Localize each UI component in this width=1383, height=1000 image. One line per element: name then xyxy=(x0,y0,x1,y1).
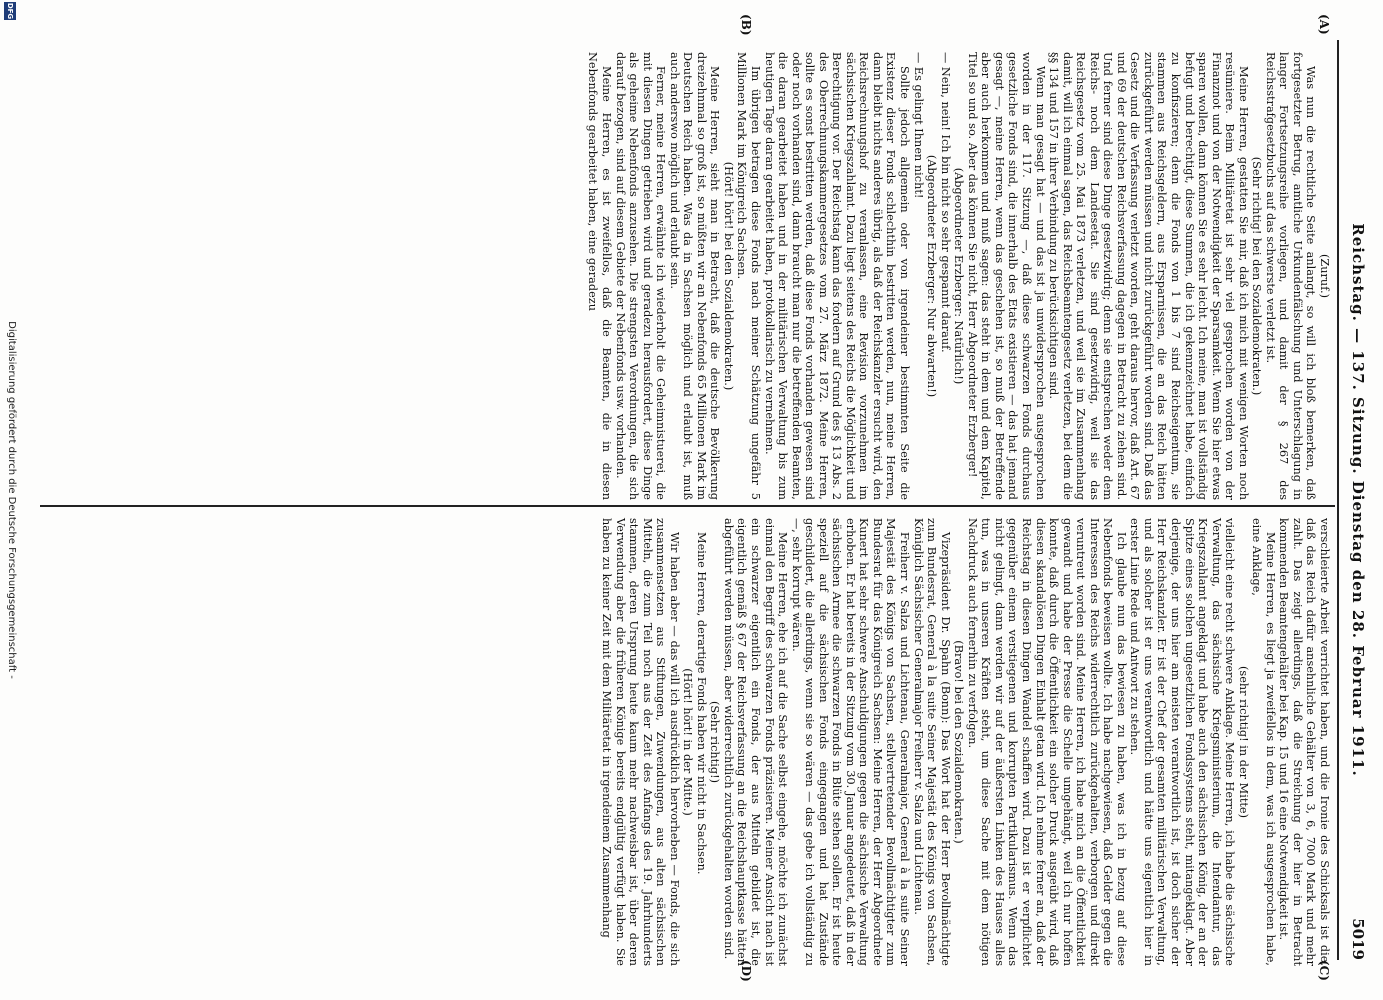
paragraph: Ferner, meine Herren, erwähnte ich wiederholt die Geheimnistuerei, die mit diesen Dingen getrieben wird und geradezu herausfordert, diese Dinge als geheime Nebenfonds anzusehen. Die strengsten Verordnungen, die sich darauf bezogen, sind auf diesem Gebiete der Nebenfonds usw. vorhanden. xyxy=(613,52,668,500)
page-title: Reichstag. — 137. Sitzung. Dienstag den 28. Februar 1911. xyxy=(1349,223,1367,777)
paragraph: Freiherr v. Salza und Lichtenau, Generalmajor, General à la suite Seiner Majestät des Königs von Sachsen, stellvertretender Bevollmächtigter zum Bundesrat für das Königreich Sachsen: Meine Herren, der Herr Abgeordnete Kunert hat sehr schwere Anschuldigungen gegen die sächsische Verwaltung erhoben. Er hat bereits in der Sitzung vom 30. Januar angedeutet, daß in der sächsischen Armee die schwarzen Fonds in Blüte stehen sollen. Er ist heute speziell auf die sächsischen Fonds eingegangen und hat Zustände geschildert, die allerdings, wenn sie so wären — das gebe ich vollständig zu —, sehr korrupt wären. xyxy=(789,518,912,966)
paragraph: verschleierte Arbeit verrichtet haben, und die Ironie des Schicksals ist die, daß das Reich dafür ansehnliche Gehälter von 3, 6, 7000 Mark und mehr zahlt. Das zeigt allerdings, daß die Streichung der hier in Betracht kommenden Beamtengehälter bei Kap. 15 und 16 eine Notwendigkeit ist. xyxy=(1277,518,1331,966)
right-column xyxy=(599,518,1331,966)
paragraph: Meine Herren, ehe ich auf die Sache selbst eingehe, möchte ich zunächst einmal den Begriff des schwarzen Fonds präzisieren. Meiner Ansicht nach ist ein schwarzer eigentlich ein Fonds, der aus Mitteln gebildet ist, die eigentlich gemäß § 67 der Reichsverfassung an die Reichshauptkasse hätten abgeführt werden müssen, aber widerrechtlich zurückgehalten worden sind. xyxy=(721,518,790,966)
paragraph: Was nun die rechtliche Seite anlangt, so will ich bloß bemerken, daß fortgesetzter Betrug, amtliche Urkundenfälschung und Unterschlagung in langer Fortsetzungsreihe vorliegen, und damit der § 267 des Reichsstrafgesetzbuchs auf das schwerste verletzt ist. xyxy=(1263,52,1318,500)
paragraph: — Es gelingt Ihnen nicht! xyxy=(911,52,925,199)
paragraph: vielleicht eine recht schwere Anklage. Meine Herren, ich habe die sächsische Verwaltung, das sächsische Kriegsministerium, die Intendantur, das Kriegszahlamt angeklagt und habe auch den sächsischen König, der an der Spitze eines solchen ungesetzlichen Fondssystems steht, mitangeklagt. Aber derjenige, der uns hier am meisten verantwortlich ist, ist doch sicher der Herr Reichskanzler. Er ist der Chef der gesamten militärischen Verwaltung, und als solcher ist er uns verantwortlich und hätte uns eigentlich hier in erster Linie Rede und Antwort zu stehen. xyxy=(1128,518,1237,966)
interjection: (Bravo! bei den Sozialdemokraten.) xyxy=(952,640,966,844)
page-number: 5019 xyxy=(1349,918,1367,960)
margin-marker-c: (C) xyxy=(1317,960,1331,981)
left-column xyxy=(586,52,1331,500)
paragraph: Meine Herren, gestatten Sie mir, daß ich mich mit wenigen Worten noch resümiere. Beim Militäretat ist sehr viel gesprochen worden von der Finanznot und von der Notwendigkeit der Sparsamkeit. Wenn Sie hier etwas sparen wollen, dann können Sie es sehr leicht. Ich meine, man ist vollständig befugt und berechtigt, diese Summen, die ich gekennzeichnet habe, einfach zu konfiszieren; denn die Fonds von 1 bis 7 sind Reichseigentum, sie stammen aus Reichsgeldern, aus Ersparnissen, die an das Reich hätten zurückgeführt werden müssen und nicht zurückgeführt worden sind. Daß das Gesetz und die Verfassung verletzt worden, geht daraus hervor, daß Art. 67 und 69 der deutschen Reichsverfassung dagegen in Betracht zu ziehen sind. Und ferner sind diese Dinge gesetzwidrig; denn sie entsprechen weder dem Reichs- noch dem Landesetat. Sie sind gesetzwidrig, weil sie das Reichsgesetz vom 25. Mai 1873 verletzen, und weil sie im Zusammenhang damit, will ich einmal sagen, das Reichsbeamtengesetz verletzen, bei dem die §§ 134 und 157 in ihrer Verbindung zu berücksichtigen sind. xyxy=(1047,52,1250,500)
paragraph: Meine Herren, es liegt ja zweifellos in dem, was ich ausgesprochen habe, eine Anklage, xyxy=(1250,518,1277,966)
interjection: (Sehr richtig!) xyxy=(708,700,722,784)
dfg-logo: DFG xyxy=(6,2,14,20)
interjection: (Hört! hört! bei den Sozialdemokraten.) xyxy=(721,161,735,391)
digitization-credit-text: Digitalisierung gefördert durch die Deutsche Forschungsgemeinschaft - xyxy=(6,321,17,679)
paragraph: Meine Herren, es ist zweifellos, daß die Beamten, die in diesen Nebenfonds gearbeitet haben, eine geradezu xyxy=(586,52,614,500)
interjection: (Hört! hört! in der Mitte.) xyxy=(681,668,695,816)
header-rule xyxy=(1337,40,1339,960)
digitization-credit xyxy=(6,0,17,1000)
paragraph: — Nein, nein! Ich bin nicht so sehr gespannt darauf. xyxy=(938,52,952,353)
paragraph: Wenn man gesagt hat — und das ist ja unwidersprochen ausgesprochen worden in der 117. Sitzung —, daß diese schwarzen Fonds durchaus gesetzliche Fonds sind, die innerhalb des Etats existieren — das hat jemand gesagt —, meine Herren, wenn das geschehen ist, so muß der Betreffende aber auch herkommen und muß sagen: das steht in dem und dem Kapitel, Titel so und so. Aber das können Sie nicht, Herr Abgeordneter Erzberger! xyxy=(965,52,1047,500)
paragraph: Ich glaube nun das bewiesen zu haben, was ich in bezug auf diese Nebenfonds beweisen wollte. Ich habe nachgewiesen, daß Gelder gegen die Interessen des Reichs widerrechtlich zurückgehalten, verborgen und direkt veruntreut worden sind. Meine Herren, ich habe mich an die Öffentlichkeit gewandt und habe der Presse die Schelle umgehängt, weil ich nur hoffen konnte, daß durch die Öffentlichkeit ein solcher Druck ausgeübt wird, daß diesen skandalösen Dingen Einhalt getan wird. Ich nehme ferner an, daß der Reichstag in diesen Dingen Wandel schaffen wird. Dazu ist er verpflichtet gegenüber einem verstiegenen und korrupten Partikularismus. Wenn das nicht gelingt, dann werden wir auf der äußersten Linken des Hauses alles tun, was in unseren Kräften steht, um diese Sache mit dem nötigen Nachdruck auch fernerhin zu verfolgen. xyxy=(965,518,1128,966)
paragraph: Sollte jedoch allgemein oder von irgendeiner bestimmten Seite die Existenz dieser Fonds schlechthin bestritten werden, nun, meine Herren, dann bleibt nichts anderes übrig, als daß der Reichskanzler ersucht wird, den Reichsrechnungshof zu veranlassen, eine Revision vorzunehmen im sächsischen Kriegszahlamt. Dazu liegt seitens des Reichs die Möglichkeit und Berechtigung vor. Der Reichstag kann das fordern auf Grund des § 13 Abs. 2 des Oberrechnungskammergesetzes vom 27. März 1872. Meine Herren, sollte es sonst bestritten werden, daß diese Fonds vorhanden gewesen sind oder noch vorhanden sind, dann braucht man nur die betreffenden Beamten, die daran gearbeitet haben und in der militärischen Verwaltung bis zum heutigen Tage daran gearbeitet haben, protokollarisch zu vernehmen. xyxy=(762,52,912,500)
margin-marker-a: (A) xyxy=(1317,14,1331,35)
interjection: (Sehr richtig! bei den Sozialdemokraten.) xyxy=(1250,156,1264,396)
paragraph: Wir haben aber — das will ich ausdrücklich hervorheben — Fonds, die sich zusammensetzen aus Stiftungen, Zuwendungen, aus alten sächsischen Mitteln, die zum Teil noch aus der Zeit des Anfangs des 19. Jahrhunderts stammen, deren Ursprung heute kaum mehr nachweisbar ist, über deren Verwendung aber die früheren Könige bereits endgültig verfügt haben. Sie haben zu keiner Zeit mit dem Militäretat in irgendeinem Zusammenhang xyxy=(600,518,681,966)
interjection: (Abgeordneter Erzberger: Nur abwarten!) xyxy=(925,154,939,398)
paragraph: Im übrigen betragen diese Fonds nach meiner Schätzung ungefähr 5 Millionen Mark im Königreich Sachsen. xyxy=(735,52,763,500)
interjection: (sehr richtig! in der Mitte) xyxy=(1236,665,1250,819)
page-header xyxy=(1343,40,1369,960)
paragraph: Meine Herren, sieht man in Betracht, daß die deutsche Bevölkerung dreizehnmal so groß ist, so müßten wir an Nebenfonds 65 Millionen Mark im Deutschen Reich haben. Was da in Sachsen möglich und erlaubt ist, muß auch anderswo möglich und erlaubt sein. xyxy=(667,52,722,500)
margin-marker-d: (D) xyxy=(739,960,753,982)
margin-marker-b: (B) xyxy=(739,14,753,36)
column-divider xyxy=(40,505,1335,507)
paragraph: Vizepräsident Dr. Spahn (Bonn): Das Wort hat der Herr Bevollmächtigte zum Bundesrat, General à la suite Seiner Majestät des Königs von Sachsen, Königlich Sächsischer Generalmajor Freiherr v. Salza und Lichtenau. xyxy=(911,518,952,966)
interjection: (Abgeordneter Erzberger: Natürlich!) xyxy=(952,167,966,385)
interjection: (Zuruf.) xyxy=(1318,254,1331,298)
paragraph: Meine Herren, derartige Fonds haben wir nicht in Sachsen. xyxy=(694,532,708,875)
